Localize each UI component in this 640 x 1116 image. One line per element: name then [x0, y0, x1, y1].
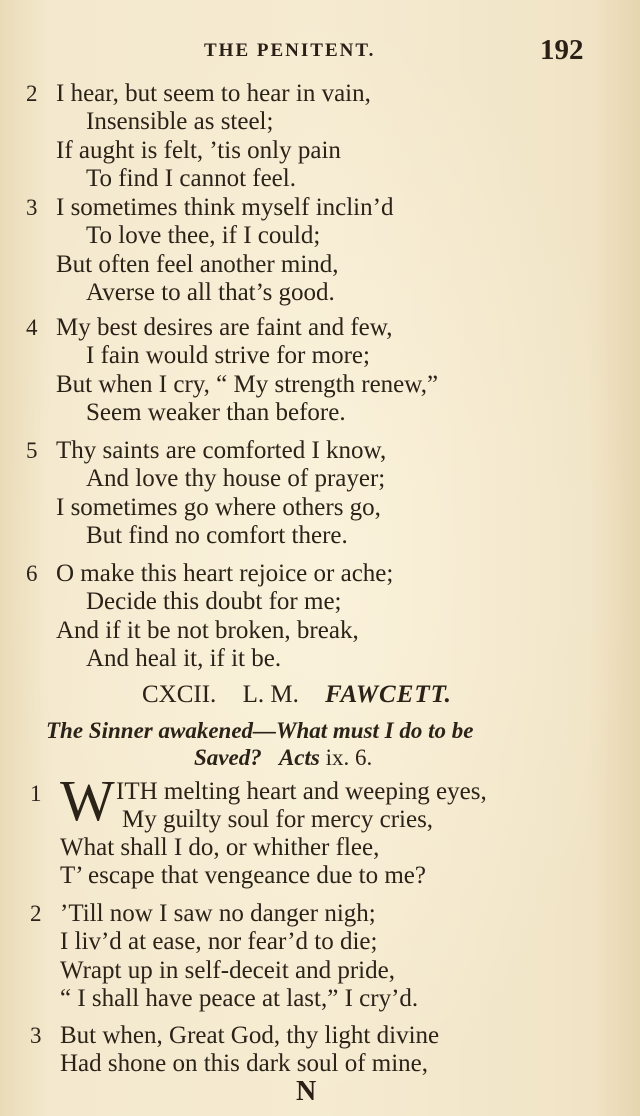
verse-line: But when I cry, “ My strength renew,” — [56, 371, 439, 398]
verse-line: Seem weaker than before. — [86, 399, 346, 426]
verse-line: What shall I do, or whither flee, — [60, 834, 380, 861]
verse-line: But when, Great God, thy light divine — [60, 1022, 440, 1049]
hymn-heading — [142, 680, 452, 710]
hymn-number: CXCII. — [142, 681, 217, 708]
verse-line: I fain would strive for more; — [86, 342, 370, 369]
stanza-number: 1 — [30, 781, 42, 806]
running-title: THE PENITENT. — [204, 40, 376, 61]
stanza-number: 3 — [30, 1023, 42, 1048]
verse-line: To find I cannot feel. — [86, 165, 296, 192]
verse-line: Wrapt up in self-deceit and pride, — [60, 957, 395, 984]
stanza-number: 3 — [26, 195, 38, 220]
verse-line: And heal it, if it be. — [86, 645, 282, 672]
hymn-title-line-2 — [194, 744, 372, 772]
verse-line: ’Till now I saw no danger nigh; — [60, 900, 376, 927]
verse-line: Insensible as steel; — [86, 108, 274, 135]
stanza-number: 5 — [26, 438, 38, 463]
verse-line: But find no comfort there. — [86, 522, 348, 549]
verse-line: Averse to all that’s good. — [86, 279, 335, 306]
page-header — [0, 34, 640, 70]
scripture-reference: ix. 6. — [325, 745, 373, 770]
verse-line: Decide this doubt for me; — [86, 588, 342, 615]
verse-line: Had shone on this dark soul of mine, — [60, 1050, 429, 1077]
stanza-number: 2 — [26, 81, 38, 106]
verse-line: But often feel another mind, — [56, 251, 339, 278]
verse-line: To love thee, if I could; — [86, 222, 321, 249]
stanza-number: 2 — [30, 901, 42, 926]
verse-line: O make this heart rejoice or ache; — [56, 560, 394, 587]
verse-line: My guilty soul for mercy cries, — [122, 806, 434, 833]
verse-line: “ I shall have peace at last,” I cry’d. — [60, 985, 419, 1012]
verse-line: I sometimes go where others go, — [56, 494, 381, 521]
hymn-title-saved: Saved? — [194, 745, 262, 770]
signature-mark: N — [296, 1076, 317, 1107]
drop-cap: W — [60, 768, 115, 833]
verse-line: And if it be not broken, break, — [56, 617, 359, 644]
verse-line: I sometimes think myself inclin’d — [56, 194, 394, 221]
stanza-number: 4 — [26, 315, 38, 340]
hymn-meter: L. M. — [242, 681, 299, 708]
hymn-title-line-1: The Sinner awakened—What must I do to be — [46, 718, 474, 743]
verse-line: If aught is felt, ’tis only pain — [56, 137, 341, 164]
hymn-author: FAWCETT. — [325, 681, 452, 708]
verse-line: And love thy house of prayer; — [86, 465, 386, 492]
verse-line: Thy saints are comforted I know, — [56, 437, 387, 464]
verse-line: My best desires are faint and few, — [56, 314, 393, 341]
verse-line: ITH melting heart and weeping eyes, — [116, 778, 487, 805]
verse-line: T’ escape that vengeance due to me? — [60, 862, 427, 889]
verse-line: I hear, but seem to hear in vain, — [56, 80, 371, 107]
scripture-book: Acts — [278, 745, 320, 770]
stanza-number: 6 — [26, 561, 38, 586]
verse-line: I liv’d at ease, nor fear’d to die; — [60, 928, 378, 955]
page-number: 192 — [540, 34, 584, 66]
